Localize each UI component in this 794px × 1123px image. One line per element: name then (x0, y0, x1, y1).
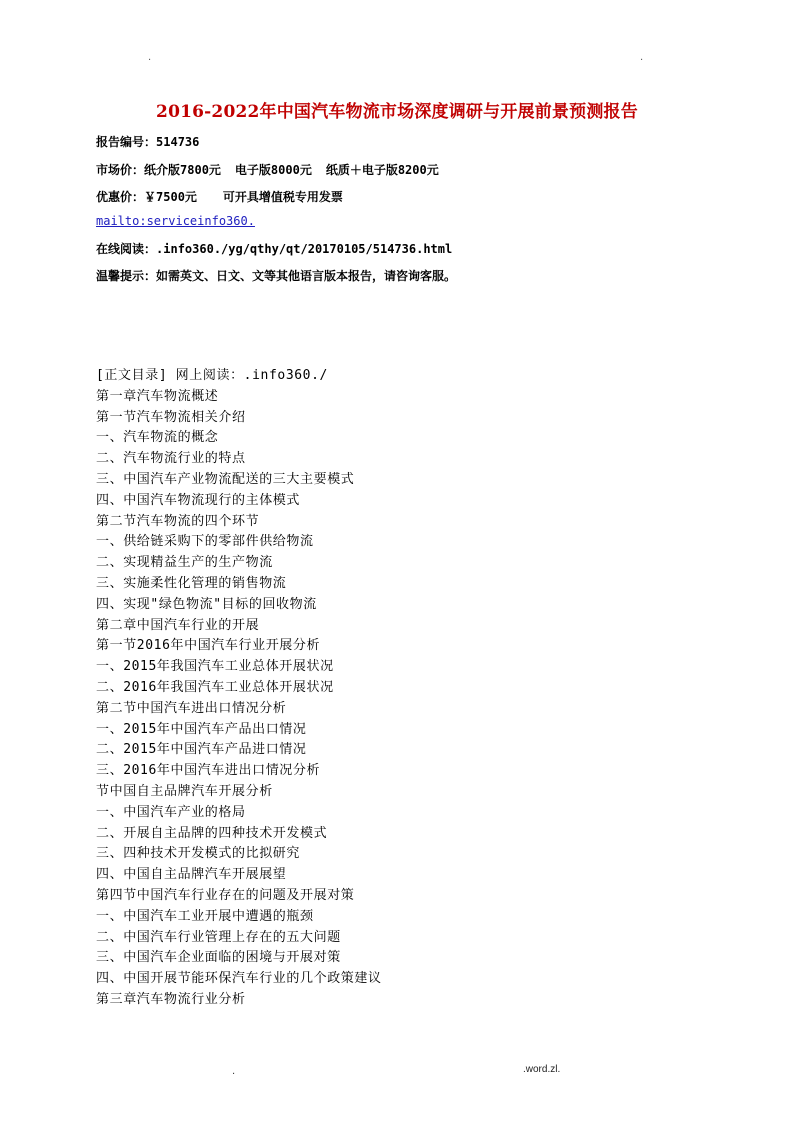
toc-item: 二、开展自主品牌的四种技术开发模式 (96, 825, 328, 841)
price-line (96, 161, 439, 178)
toc-item: 四、中国汽车物流现行的主体模式 (96, 492, 301, 508)
toc-item: 二、2016年我国汽车工业总体开展状况 (96, 679, 334, 695)
toc-item: [正文目录] 网上阅读：.info360./ (96, 368, 328, 383)
tip-label: 温馨提示： (96, 269, 157, 283)
toc-item: 一、2015年中国汽车产品出口情况 (96, 721, 307, 737)
corner-mark-left: . (148, 52, 152, 63)
toc-item: 第一节2016年中国汽车行业开展分析 (96, 638, 321, 654)
toc-item: 第一章汽车物流概述 (96, 388, 219, 404)
report-number-line (96, 133, 199, 150)
toc-item: 四、实现"绿色物流"目标的回收物流 (96, 596, 317, 612)
report-title: 2016-2022年中国汽车物流市场深度调研与开展前景预测报告 (156, 102, 638, 122)
toc-item: 第一节汽车物流相关介绍 (96, 409, 246, 425)
toc-item: 第二章中国汽车行业的开展 (96, 617, 260, 633)
toc-item: 一、供给链采购下的零部件供给物流 (96, 534, 314, 550)
footer-dot: . (232, 1066, 236, 1077)
toc-item: 第二节汽车物流的四个环节 (96, 513, 260, 529)
toc-item: 第二节中国汽车进出口情况分析 (96, 700, 287, 716)
report-number: 514736 (156, 135, 200, 149)
toc-item: 二、实现精益生产的生产物流 (96, 555, 273, 571)
toc-item: 二、2015年中国汽车产品进口情况 (96, 742, 307, 758)
price-label: 市场价： (96, 163, 145, 177)
discount-label: 优惠价： (96, 190, 145, 204)
price-paper: 纸介版7800元 (144, 163, 221, 177)
toc-item: 四、中国开展节能环保汽车行业的几个政策建议 (96, 971, 382, 987)
discount-price: ￥7500元 (144, 190, 197, 204)
tip-line (96, 267, 456, 284)
table-of-contents (96, 366, 382, 1011)
online-read-line (96, 240, 452, 257)
online-read-url: .info360./yg/qthy/qt/20170105/514736.html (156, 242, 453, 256)
toc-item: 三、2016年中国汽车进出口情况分析 (96, 763, 321, 779)
discount-line (96, 188, 343, 205)
toc-item: 二、汽车物流行业的特点 (96, 451, 246, 467)
toc-item: 三、中国汽车企业面临的困境与开展对策 (96, 950, 341, 966)
price-both: 纸质＋电子版8200元 (325, 163, 439, 177)
toc-item: 三、中国汽车产业物流配送的三大主要模式 (96, 471, 355, 487)
report-number-label: 报告编号： (96, 135, 157, 149)
toc-item: 三、实施柔性化管理的销售物流 (96, 575, 287, 591)
toc-item: 一、2015年我国汽车工业总体开展状况 (96, 659, 334, 675)
toc-item: 第四节中国汽车行业存在的问题及开展对策 (96, 887, 355, 903)
mailto-line (96, 214, 255, 228)
toc-item: 二、中国汽车行业管理上存在的五大问题 (96, 929, 341, 945)
toc-item: 一、中国汽车产业的格局 (96, 804, 246, 820)
mailto-link[interactable]: mailto:serviceinfo360. (96, 214, 255, 228)
toc-item: 第三章汽车物流行业分析 (96, 991, 246, 1007)
toc-item: 四、中国自主品牌汽车开展展望 (96, 867, 287, 883)
price-electronic: 电子版8000元 (234, 163, 312, 177)
online-read-label: 在线阅读： (96, 242, 157, 256)
invoice-note: 可开具增值税专用发票 (222, 190, 343, 204)
footer-text: .word.zl. (523, 1064, 561, 1075)
corner-mark-right: . (640, 52, 644, 63)
tip-text: 如需英文、日文、文等其他语言版本报告，请咨询客服。 (156, 269, 457, 283)
toc-item: 三、四种技术开发模式的比拟研究 (96, 846, 301, 862)
toc-item: 一、中国汽车工业开展中遭遇的瓶颈 (96, 908, 314, 924)
toc-item: 节中国自主品牌汽车开展分析 (96, 783, 273, 799)
toc-item: 一、汽车物流的概念 (96, 430, 219, 446)
